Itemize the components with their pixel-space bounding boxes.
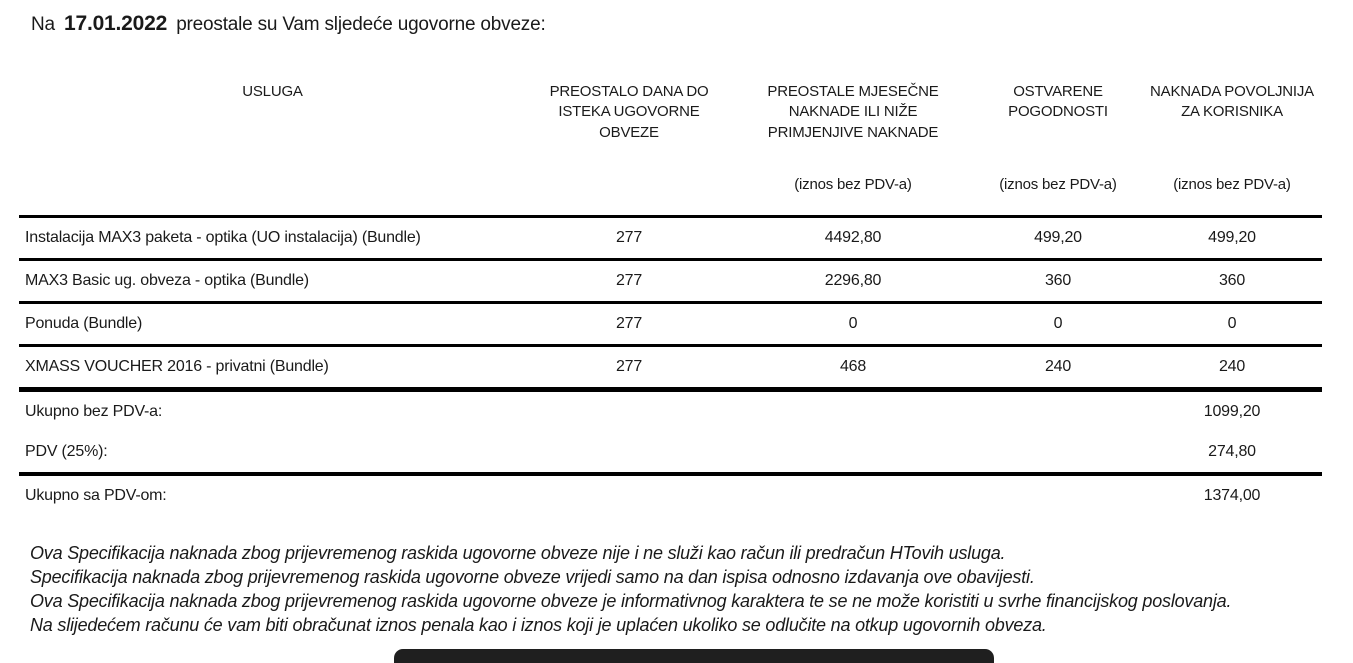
- table-header-row: [19, 78, 1322, 174]
- intro-prefix: Na: [31, 14, 55, 35]
- service-name: Ponuda (Bundle): [19, 303, 526, 346]
- days-remaining: 277: [526, 303, 732, 346]
- benefits-gained: 499,20: [974, 217, 1142, 260]
- statement-date: 17.01.2022: [63, 12, 168, 35]
- subheader-vat-note: (iznos bez PDV-a): [794, 176, 912, 193]
- fee-favorable: 240: [1142, 346, 1322, 390]
- column-header-preostale-naknade: PREOSTALE MJESEČNE NAKNADE ILI NIŽE PRIMJENJIVE NAKNADE: [767, 83, 939, 141]
- table-row: [19, 217, 1322, 260]
- disclaimer-line: Specifikacija naknada zbog prijevremenog raskida ugovorne obveze vrijedi samo na dan ispisa odnosno izdavanja ove obavijesti.: [30, 567, 1035, 587]
- vat-value: 274,80: [1208, 443, 1256, 460]
- fee-favorable: 0: [1142, 303, 1322, 346]
- vat-row: [19, 432, 1322, 474]
- disclaimer-line: Ova Specifikacija naknada zbog prijevremenog raskida ugovorne obveze je informativnog karaktera te se ne može koristiti u svrhe financijskog poslovanja.: [30, 591, 1232, 611]
- column-header-ostvarene-pogodnosti: OSTVARENE POGODNOSTI: [1008, 83, 1108, 121]
- service-name: XMASS VOUCHER 2016 - privatni (Bundle): [19, 346, 526, 390]
- days-remaining: 277: [526, 346, 732, 390]
- disclaimer-line: Na slijedećem računu će vam biti obračunat iznos penala kao i iznos koji je uplaćen ukoliko se odlučite na otkup ugovornih obveza.: [30, 615, 1047, 635]
- total-value: 1099,20: [1142, 390, 1322, 433]
- grand-total-label: Ukupno sa PDV-om:: [19, 474, 1142, 516]
- service-name: MAX3 Basic ug. obveza - optika (Bundle): [19, 260, 526, 303]
- days-remaining: 277: [526, 217, 732, 260]
- grand-total-value: 1374,00: [1142, 474, 1322, 516]
- subheader-empty: [19, 174, 526, 217]
- subheader-vat-note: (iznos bez PDV-a): [999, 176, 1117, 193]
- column-header-naknada-povoljnija: NAKNADA POVOLJNIJA ZA KORISNIKA: [1150, 83, 1314, 121]
- benefits-gained: 360: [974, 260, 1142, 303]
- total-label: Ukupno bez PDV-a:: [19, 390, 1142, 433]
- table-row: [19, 303, 1322, 346]
- service-name: Instalacija MAX3 paketa - optika (UO instalacija) (Bundle): [19, 217, 526, 260]
- disclaimer-block: [30, 541, 1231, 637]
- subheader-vat-note: (iznos bez PDV-a): [1173, 176, 1291, 193]
- days-remaining: 277: [526, 260, 732, 303]
- table-row: [19, 260, 1322, 303]
- column-header-preostalo-dana: PREOSTALO DANA DO ISTEKA UGOVORNE OBVEZE: [549, 83, 709, 141]
- vat-label: PDV (25%):: [25, 443, 108, 460]
- monthly-fees: 4492,80: [732, 217, 974, 260]
- page-title: [31, 12, 546, 36]
- obligations-table: [19, 78, 1322, 516]
- benefits-gained: 0: [974, 303, 1142, 346]
- table-row: [19, 346, 1322, 390]
- bottom-action-button[interactable]: [394, 649, 994, 663]
- monthly-fees: 468: [732, 346, 974, 390]
- disclaimer-line: Ova Specifikacija naknada zbog prijevremenog raskida ugovorne obveze nije i ne služi kao račun ili predračun HTovih usluga.: [30, 543, 1006, 563]
- fee-favorable: 360: [1142, 260, 1322, 303]
- subheader-empty: [526, 174, 732, 217]
- intro-suffix: preostale su Vam sljedeće ugovorne obveze:: [176, 14, 546, 35]
- table-subheader-row: [19, 174, 1322, 217]
- monthly-fees: 0: [732, 303, 974, 346]
- monthly-fees: 2296,80: [732, 260, 974, 303]
- total-with-vat-row: [19, 474, 1322, 516]
- column-header-usluga: USLUGA: [242, 83, 303, 100]
- benefits-gained: 240: [974, 346, 1142, 390]
- fee-favorable: 499,20: [1142, 217, 1322, 260]
- total-without-vat-row: [19, 390, 1322, 433]
